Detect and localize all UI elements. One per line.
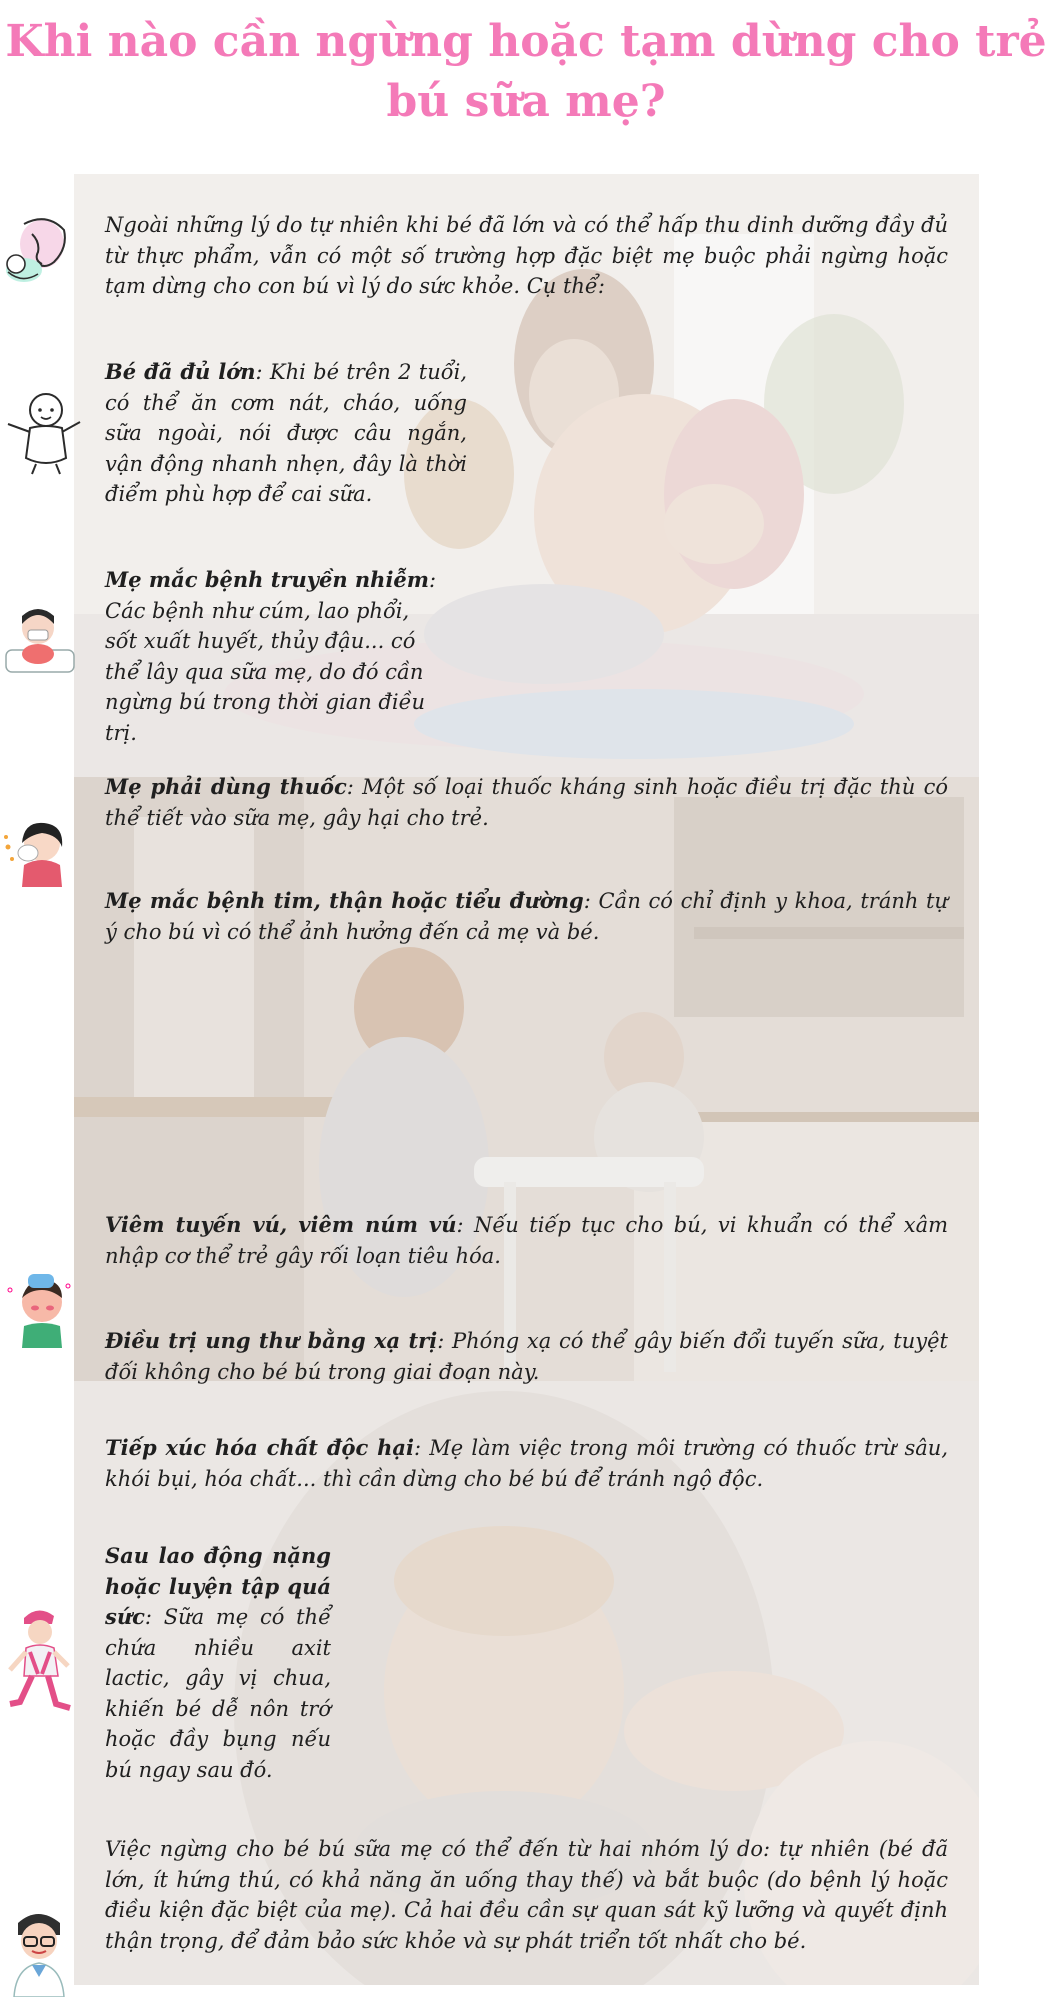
reason-text: : Khi bé trên 2 tuổi, có thể ăn cơm nát, cháo, uống sữa ngoài, nói được câu ngắn, vận động nhanh nhẹn, đây là thời điểm phù hợp để cai sữa. xyxy=(105,360,467,506)
reason-text: : Một số loại thuốc kháng sinh hoặc điều trị đặc thù có thể tiết vào sữa mẹ, gây hại cho trẻ. xyxy=(105,775,948,830)
reason-text: : Các bệnh như cúm, lao phổi, sốt xuất huyết, thủy đậu... có thể lây qua sữa mẹ, do đó cần ngừng bú trong thời gian điều trị. xyxy=(105,568,437,745)
fever-child-icon xyxy=(2,1268,76,1352)
sneezing-girl-icon xyxy=(2,815,78,895)
reason-text: : Mẹ làm việc trong môi trường có thuốc trừ sâu, khói bụi, hóa chất... thì cần dừng cho bé bú để tránh ngộ độc. xyxy=(105,1436,948,1491)
photo-mother-feeding-baby xyxy=(74,777,979,1381)
reason-text: : Nếu tiếp tục cho bú, vi khuẩn có thể xâm nhập cơ thể trẻ gây rối loạn tiêu hóa. xyxy=(105,1213,949,1268)
reason-item-3 xyxy=(105,772,948,833)
reason-term: Bé đã đủ lớn xyxy=(105,359,256,384)
reason-item-7 xyxy=(105,1433,948,1494)
doctor-icon xyxy=(2,1905,76,2001)
reason-term: Mẹ phải dùng thuốc xyxy=(105,774,347,799)
running-girl-icon xyxy=(2,1604,76,1728)
reason-text: : Cần có chỉ định y khoa, tránh tự ý cho bú vì có thể ảnh hưởng đến cả mẹ và bé. xyxy=(105,889,948,944)
reason-term: Viêm tuyến vú, viêm núm vú xyxy=(105,1212,457,1237)
reason-text: : Sữa mẹ có thể chứa nhiều axit lactic, gây vị chua, khiến bé dễ nôn trớ hoặc đầy bụng nếu bú ngay sau đó. xyxy=(105,1605,331,1782)
conclusion-paragraph: Việc ngừng cho bé bú sữa mẹ có thể đến từ hai nhóm lý do: tự nhiên (bé đã lớn, ít hứng thú, có khả năng ăn uống thay thế) và bắt buộc (do bệnh lý hoặc điều kiện đặc biệt của mẹ). Cả hai đều cần sự quan sát kỹ lưỡng và quyết định thận trọng, để đảm bảo sức khỏe và sự phát triển tốt nhất cho bé. xyxy=(105,1837,948,1953)
reason-term: Điều trị ung thư bằng xạ trị xyxy=(105,1328,438,1353)
mother-baby-icon xyxy=(2,212,72,300)
reason-item-4 xyxy=(105,886,948,947)
reason-text: : Phóng xạ có thể gây biến đổi tuyến sữa, tuyệt đối không cho bé bú trong giai đoạn này. xyxy=(105,1329,948,1384)
reason-item-5 xyxy=(105,1210,948,1271)
reason-item-2 xyxy=(105,565,440,748)
reason-term: Mẹ mắc bệnh tim, thận hoặc tiểu đường xyxy=(105,888,584,913)
reason-term: Sau lao động nặng hoặc luyện tập quá sức xyxy=(105,1543,331,1629)
intro-paragraph: Ngoài những lý do tự nhiên khi bé đã lớn và có thể hấp thu dinh dưỡng đầy đủ từ thực phẩm, vẫn có một số trường hợp đặc biệt mẹ buộc phải ngừng hoặc tạm dừng cho con bú vì lý do sức khỏe. Cụ thể: xyxy=(105,213,948,298)
reason-item-1 xyxy=(105,357,467,510)
page-title: Khi nào cần ngừng hoặc tạm dừng cho trẻ bú sữa mẹ? xyxy=(5,16,1047,127)
sick-girl-icon xyxy=(2,606,78,680)
reason-item-6 xyxy=(105,1326,948,1387)
reason-item-8 xyxy=(105,1541,331,1785)
reason-term: Mẹ mắc bệnh truyền nhiễm xyxy=(105,567,430,592)
reason-term: Tiếp xúc hóa chất độc hại xyxy=(105,1435,415,1460)
toddler-icon xyxy=(2,388,82,480)
